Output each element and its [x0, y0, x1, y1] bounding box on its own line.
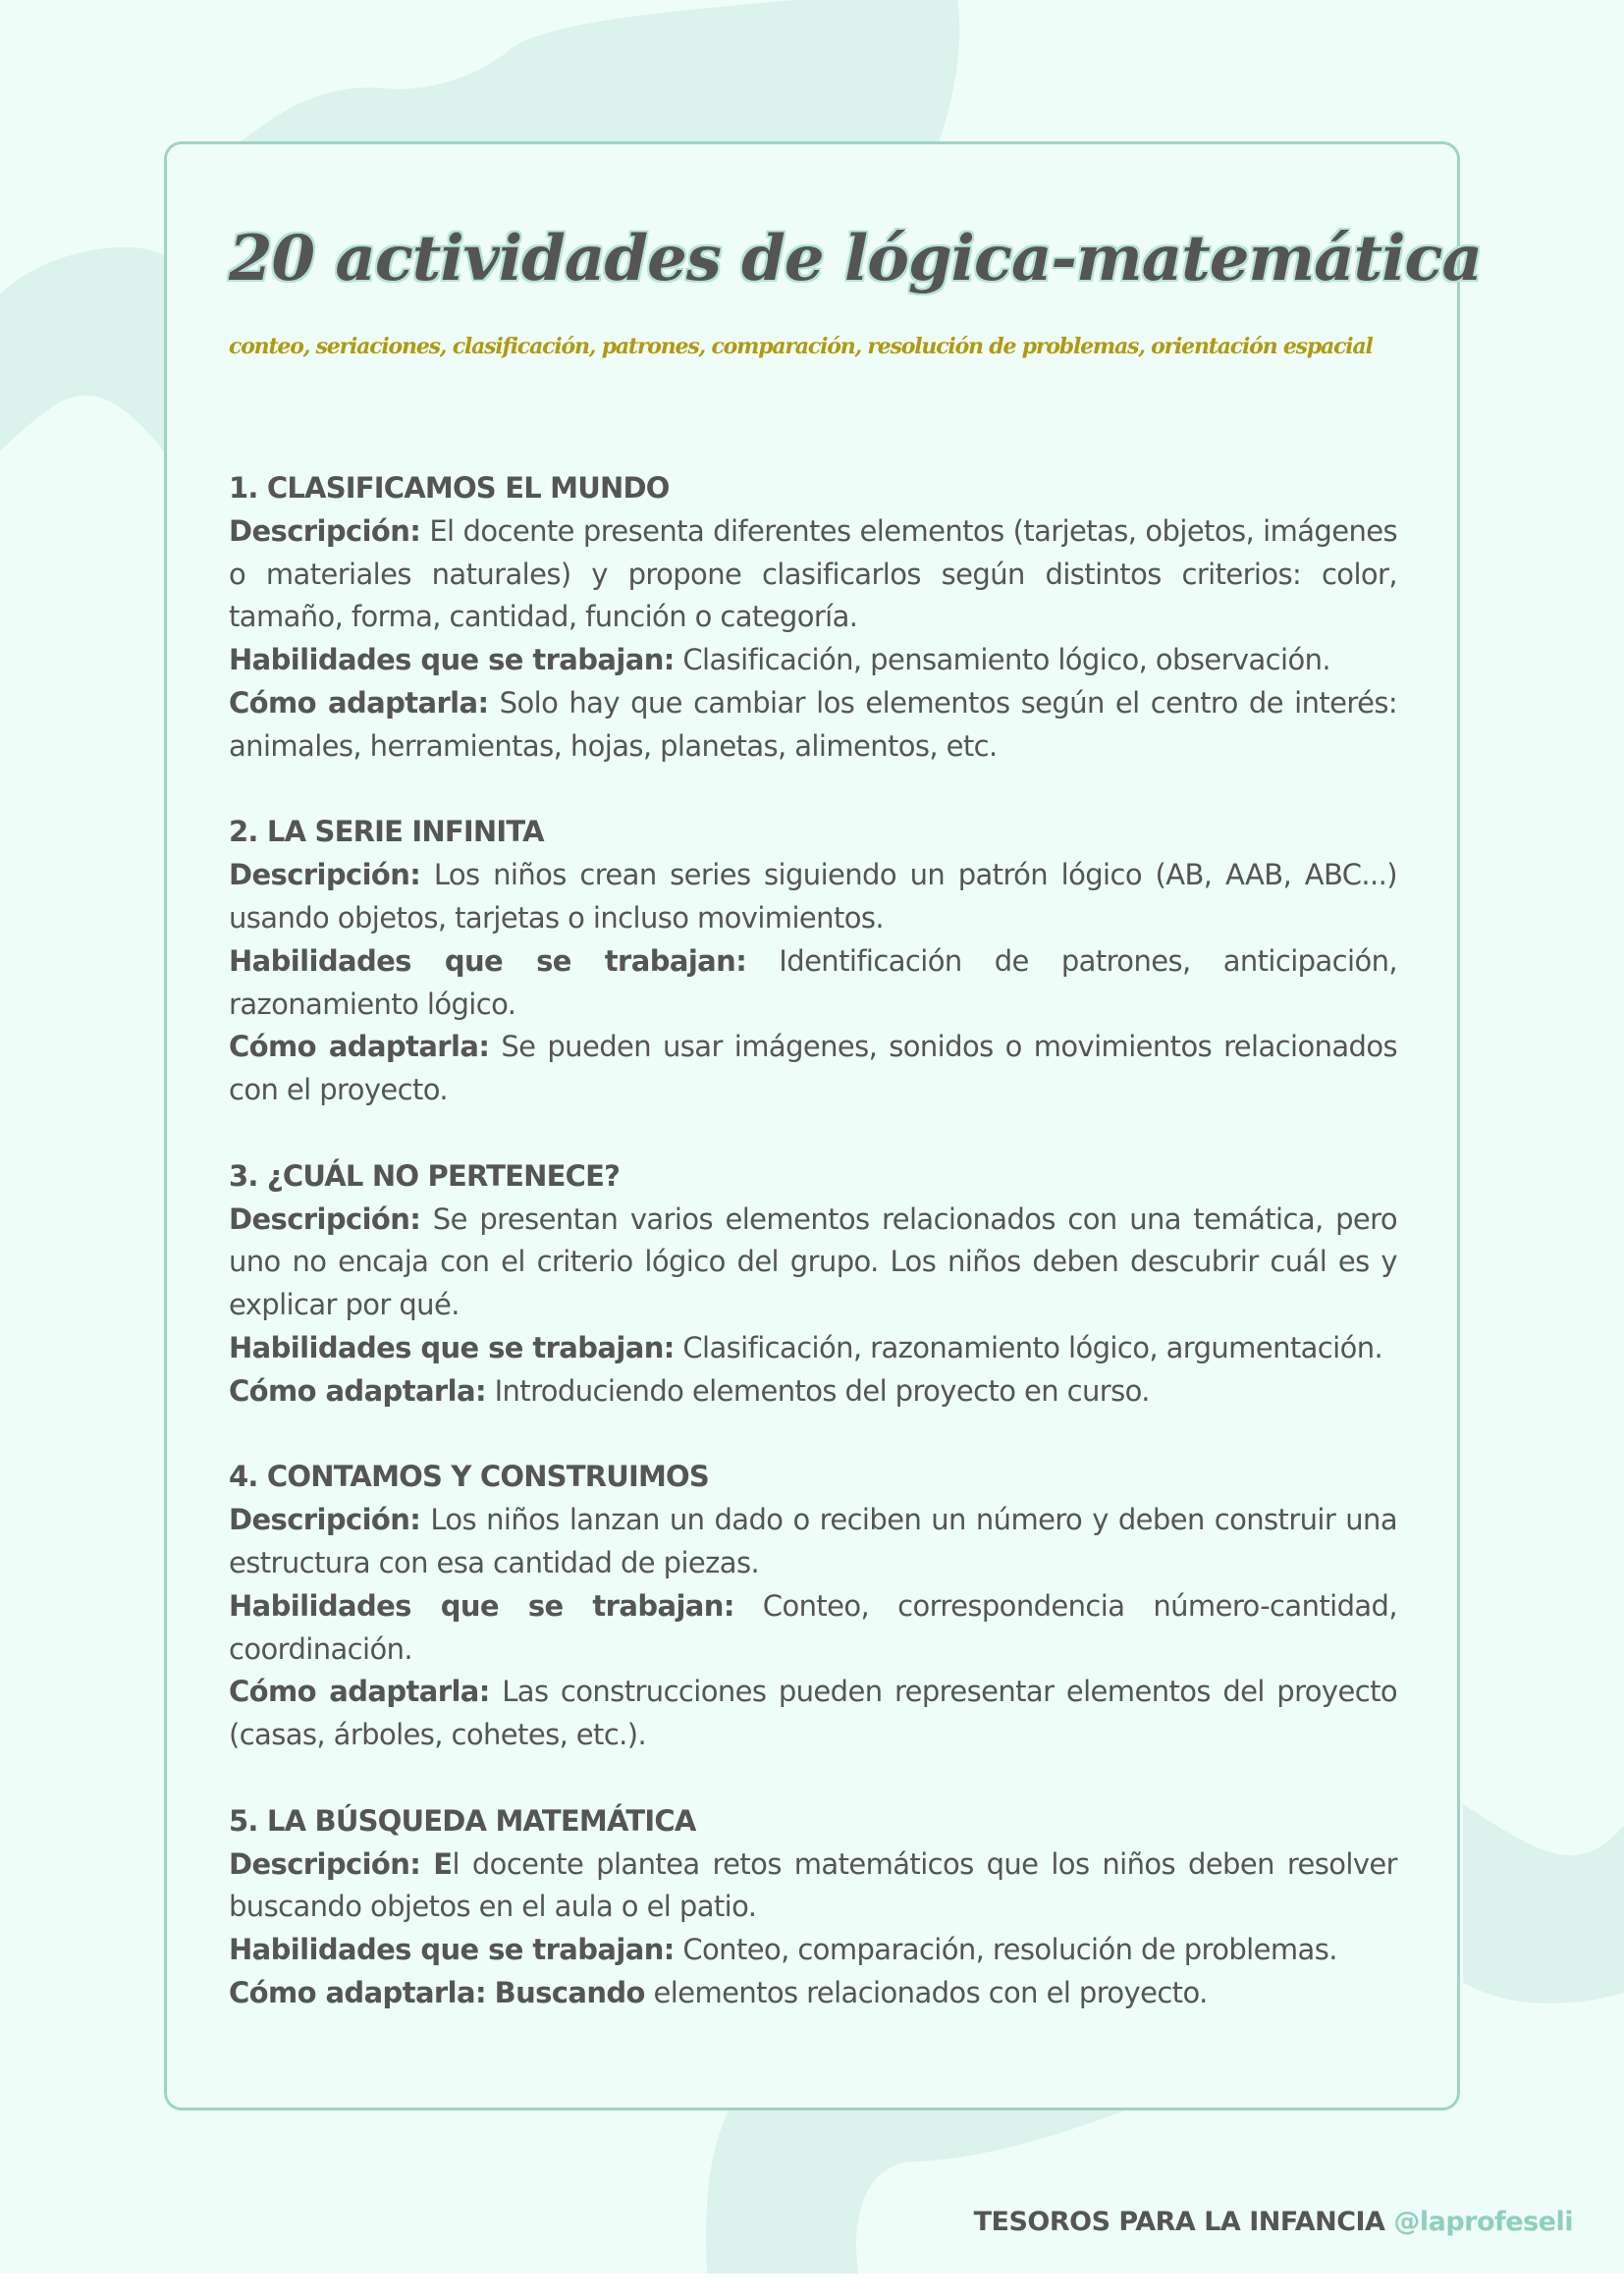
activity-heading: 5. LA BÚSQUEDA MATEMÁTICA [229, 1803, 696, 1838]
skills-text: Conteo, correspondencia número-cantidad, coordinación. [229, 1588, 1397, 1666]
skills-label: Habilidades que se trabajan: [229, 1330, 675, 1364]
activity-adapt [229, 1671, 1397, 1757]
activity-adapt [229, 1972, 1397, 2015]
adapt-label: Cómo adaptarla: [229, 1030, 490, 1064]
description-label: Descripción: [229, 513, 421, 548]
activity-heading: 3. ¿CUÁL NO PERTENECE? [229, 1158, 621, 1193]
activity-description [229, 1199, 1397, 1327]
adapt-text: Introduciendo elementos del proyecto en curso. [485, 1373, 1150, 1408]
description-label: Descripción: [229, 858, 421, 892]
skills-label: Habilidades que se trabajan: [229, 1933, 675, 1967]
activity-adapt [229, 682, 1397, 769]
adapt-text: Se pueden usar imágenes, sonidos o movimientos relacionados con el proyecto. [229, 1030, 1397, 1107]
activity-heading: 1. CLASIFICAMOS EL MUNDO [229, 471, 670, 505]
activity-heading: 4. CONTAMOS Y CONSTRUIMOS [229, 1460, 710, 1494]
description-label: Descripción: [229, 1503, 421, 1537]
description-bold-lead: E [433, 1846, 453, 1881]
skills-label: Habilidades que se trabajan: [229, 943, 747, 978]
activity-skills [229, 639, 1397, 682]
activity-heading: 2. LA SERIE INFINITA [229, 815, 544, 849]
adapt-text: elementos relacionados con el proyecto. [644, 1975, 1208, 2009]
activity-description [229, 510, 1397, 639]
activity-adapt [229, 1026, 1397, 1112]
skills-text: Clasificación, pensamiento lógico, observación. [674, 643, 1331, 677]
description-text: Los niños crean series siguiendo un patrón lógico (AB, AAB, ABC...) usando objetos, tarjetas o incluso movimientos. [229, 858, 1397, 934]
wave-shape-right [1463, 1804, 1624, 2003]
description-label: Descripción: [229, 1201, 421, 1236]
adapt-label: Cómo adaptarla: [229, 685, 489, 720]
description-text: l docente plantea retos matemáticos que los niños deben resolver buscando objetos en el aula o el patio. [229, 1846, 1397, 1924]
skills-label: Habilidades que se trabajan: [229, 1588, 734, 1623]
footer-brand: TESOROS PARA LA INFANCIA [973, 2207, 1385, 2237]
skills-text: Identificación de patrones, anticipación, razonamiento lógico. [229, 943, 1397, 1021]
activity-description [229, 1843, 1397, 1930]
activity-item [229, 1155, 1397, 1414]
activity-item [229, 467, 1397, 769]
activities-list [229, 467, 1397, 2057]
activity-adapt [229, 1370, 1397, 1414]
footer-credit [974, 2207, 1573, 2237]
activity-description [229, 1499, 1397, 1585]
activity-item [229, 1800, 1397, 2015]
adapt-label: Cómo adaptarla: [229, 1373, 486, 1408]
activity-item [229, 811, 1397, 1112]
activity-item [229, 1456, 1397, 1757]
adapt-bold-lead: Buscando [494, 1975, 645, 2009]
activity-description [229, 854, 1397, 940]
adapt-text: Solo hay que cambiar los elementos según el centro de interés: animales, herramientas, hojas, planetas, alimentos, etc. [229, 685, 1397, 763]
description-text: Los niños lanzan un dado o reciben un número y deben construir una estructura con esa cantidad de piezas. [229, 1503, 1397, 1579]
skills-text: Clasificación, razonamiento lógico, argumentación. [674, 1330, 1383, 1364]
skills-label: Habilidades que se trabajan: [229, 643, 675, 677]
footer-handle[interactable]: @laprofeseli [1393, 2207, 1573, 2237]
activity-skills [229, 1585, 1397, 1672]
activity-skills [229, 1327, 1397, 1370]
page-title: 20 actividades de lógica-matemática [229, 222, 1482, 295]
description-label: Descripción: [229, 1846, 421, 1881]
adapt-label: Cómo adaptarla: [229, 1975, 486, 2009]
activity-skills [229, 1929, 1397, 1972]
wave-shape-bottom [706, 2110, 1124, 2273]
description-text: Se presentan varios elementos relacionados con una temática, pero uno no encaja con el criterio lógico del grupo. Los niños deben descubrir cuál es y explicar por qué. [229, 1201, 1397, 1322]
activity-skills [229, 940, 1397, 1027]
adapt-label: Cómo adaptarla: [229, 1675, 490, 1709]
wave-shape-top [241, 0, 959, 157]
adapt-text: Las construcciones pueden representar elementos del proyecto (casas, árboles, cohetes, etc.). [229, 1675, 1397, 1752]
wave-shape-left [0, 247, 164, 452]
skills-text: Conteo, comparación, resolución de problemas. [674, 1933, 1337, 1967]
description-text: El docente presenta diferentes elementos (tarjetas, objetos, imágenes o materiales naturales) y propone clasificarlos según distintos criterios: color, tamaño, forma, cantidad, función o categoría. [229, 513, 1397, 634]
page-subtitle: conteo, seriaciones, clasificación, patrones, comparación, resolución de problemas, orientación espacial [229, 334, 1373, 359]
